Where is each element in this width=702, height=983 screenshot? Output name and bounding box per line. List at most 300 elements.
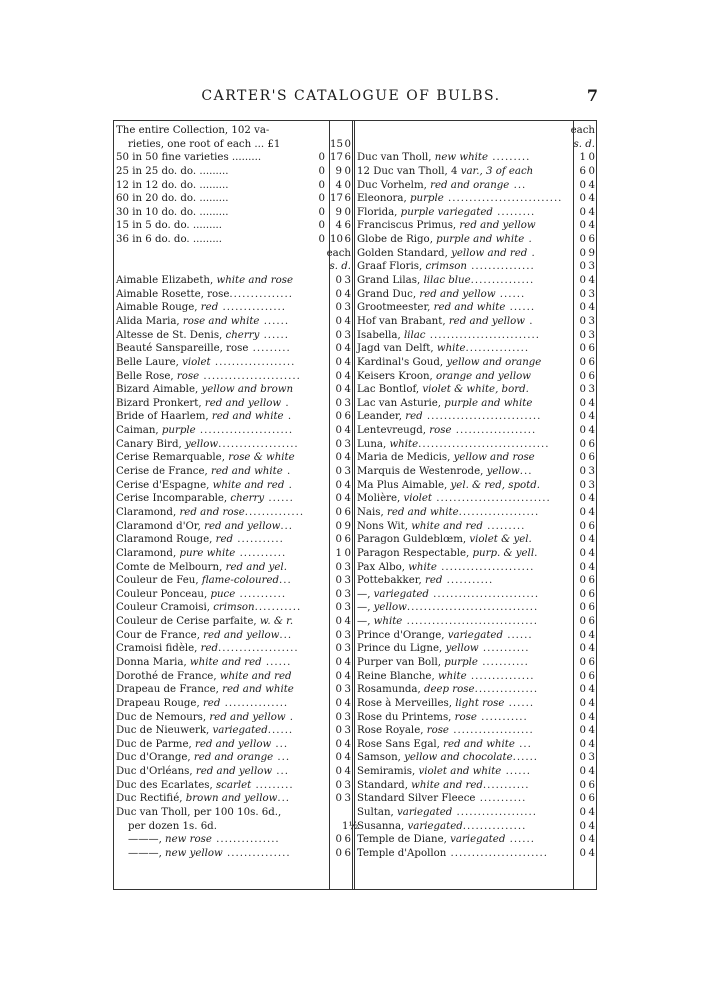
price-shillings: 0 — [579, 847, 586, 859]
variety-colour: new white — [434, 152, 489, 164]
leader-dots: ...... — [264, 493, 294, 505]
price-shillings: 0 — [579, 247, 586, 259]
variety-name: Grand Duc, — [357, 288, 420, 300]
leader-dots: ... — [273, 752, 291, 764]
list-item — [355, 260, 596, 274]
list-item — [114, 820, 359, 834]
variety-name: Drapeau de France, — [116, 684, 223, 696]
spacer — [114, 260, 327, 274]
price-shillings: 0 — [335, 343, 342, 355]
leader-dots: ............... — [220, 697, 289, 709]
list-item — [114, 588, 352, 602]
unit-sd: s. d. — [329, 261, 351, 273]
leader-dots: ............................... — [402, 616, 538, 628]
variety-name: Temple de Diane, — [357, 834, 451, 846]
list-item — [355, 629, 596, 643]
item-name — [114, 329, 327, 343]
list-item — [355, 588, 596, 602]
collection-label: 15 in 5 do. do. ......... — [116, 220, 223, 232]
leader-dots: ...... — [505, 834, 536, 846]
price-cell — [327, 656, 352, 670]
leader-dots: ........... — [478, 643, 530, 655]
price-cell — [571, 533, 596, 547]
price-shillings: 0 — [335, 629, 342, 641]
list-item — [114, 424, 352, 438]
price-shillings: 0 — [335, 452, 342, 464]
item-name — [355, 820, 571, 834]
price-pence: 6 — [344, 152, 351, 164]
price-shillings: 9 — [335, 165, 342, 177]
variety-name: —, — [357, 588, 374, 600]
item-name — [114, 833, 327, 847]
price-cell — [327, 765, 352, 779]
price-shillings: 0 — [579, 261, 586, 273]
variety-colour: yellow — [184, 438, 219, 450]
leader-dots: ...... — [495, 288, 526, 300]
leader-dots: . — [284, 479, 293, 491]
price-cell — [571, 274, 596, 288]
variety-colour: red and yellow — [448, 315, 526, 327]
item-name — [114, 765, 327, 779]
item-name — [355, 397, 571, 411]
price-cell — [327, 574, 352, 588]
price-pence: 4 — [344, 616, 351, 628]
item-name — [114, 533, 327, 547]
variety-name: Bizard Pronkert, — [116, 397, 205, 409]
unit-header-sd — [355, 138, 596, 152]
price-shillings: 0 — [335, 315, 342, 327]
price-pence: 6 — [588, 670, 595, 682]
price-shillings: 4 — [335, 179, 342, 191]
variety-colour: white — [436, 343, 466, 355]
variety-name: Kardinal's Goud, — [357, 356, 447, 368]
leader-dots: ........... — [442, 575, 494, 587]
price-cell — [571, 588, 596, 602]
price-cell — [327, 288, 352, 302]
price-shillings: 0 — [579, 288, 586, 300]
leader-dots: ... — [272, 766, 290, 778]
price-shillings: 0 — [335, 779, 342, 791]
price-cell — [327, 779, 352, 793]
variety-colour: red and white — [386, 506, 459, 518]
item-name — [114, 370, 327, 384]
price-shillings: 0 — [335, 438, 342, 450]
variety-colour: red — [200, 643, 219, 655]
price-shillings: 0 — [335, 670, 342, 682]
price-pence: 3 — [344, 725, 351, 737]
variety-name: Lentevreugd, — [357, 425, 430, 437]
list-item — [114, 697, 352, 711]
price-shillings: 0 — [579, 534, 586, 546]
variety-colour: variegated — [407, 820, 463, 832]
price-cell — [571, 479, 596, 493]
variety-name: Duc de Nemours, — [116, 711, 210, 723]
list-item — [355, 206, 596, 220]
price-shillings: 0 — [579, 506, 586, 518]
price-cell — [571, 370, 596, 384]
price-cell — [327, 547, 352, 561]
price-shillings: 0 — [335, 752, 342, 764]
price-shillings: 0 — [579, 588, 586, 600]
price-cell — [327, 670, 352, 684]
item-name — [355, 492, 571, 506]
price-shillings: 0 — [579, 343, 586, 355]
variety-name: Franciscus Primus, — [357, 220, 460, 232]
variety-name: Alida Maria, — [116, 315, 183, 327]
price-shillings: 0 — [335, 356, 342, 368]
collection-label: 60 in 20 do. do. ......... — [116, 193, 229, 205]
variety-name: Eleonora, — [357, 193, 410, 205]
price-shillings: 0 — [335, 847, 342, 859]
list-item — [114, 533, 352, 547]
price-pence: 0 — [344, 179, 351, 191]
page-number: 7 — [586, 86, 598, 105]
price-cell — [571, 247, 596, 261]
price-shillings: 0 — [579, 493, 586, 505]
variety-colour: red and orange — [193, 752, 274, 764]
leader-dots: ............... — [229, 288, 293, 300]
list-item — [355, 547, 596, 561]
leader-dots: ........... — [475, 793, 527, 805]
price-cell — [327, 465, 352, 479]
list-item — [114, 683, 352, 697]
price-pence: 6 — [344, 534, 351, 546]
price-pence: 6 — [588, 575, 595, 587]
variety-colour: purp. & yell. — [472, 547, 538, 559]
price-pence: 4 — [588, 834, 595, 846]
price-pence: 3 — [344, 793, 351, 805]
variety-name: Belle Laure, — [116, 356, 183, 368]
item-name — [114, 738, 327, 752]
price-cell — [327, 301, 352, 315]
list-item — [355, 342, 596, 356]
price-cell — [327, 561, 352, 575]
item-name — [355, 179, 571, 193]
price-cell — [571, 506, 596, 520]
price-shillings: 0 — [579, 779, 586, 791]
price-cell — [327, 833, 352, 847]
variety-colour: variegated — [212, 725, 268, 737]
price-cell — [327, 792, 352, 806]
leader-dots: ........................... — [432, 493, 551, 505]
price-pence: 6 — [344, 193, 351, 205]
price-pence: 4 — [588, 547, 595, 559]
variety-name: Rosamunda, — [357, 684, 424, 696]
price-cell — [571, 397, 596, 411]
variety-colour: red and yel. — [225, 561, 287, 573]
list-item — [114, 670, 352, 684]
price-cell — [327, 438, 352, 452]
leader-dots: ... — [509, 179, 527, 191]
price-shillings: 0 — [335, 711, 342, 723]
item-name — [114, 697, 327, 711]
price-cell — [327, 397, 352, 411]
price-shillings: 0 — [579, 766, 586, 778]
item-name — [355, 274, 571, 288]
collection-row — [114, 192, 352, 206]
item-name — [114, 547, 327, 561]
item-name — [114, 342, 327, 356]
collection-row — [114, 219, 352, 233]
item-name — [355, 574, 571, 588]
price-pence: 4 — [344, 697, 351, 709]
price-pence: 4 — [588, 711, 595, 723]
variety-colour: white and red — [411, 520, 483, 532]
leader-dots: ................... — [458, 506, 540, 518]
variety-colour: lilac blue — [423, 275, 471, 287]
price-cell — [571, 792, 596, 806]
price-pence: 6 — [344, 834, 351, 846]
price-pence: 3 — [344, 302, 351, 314]
variety-colour: white — [373, 616, 403, 628]
variety-name: Isabella, — [357, 329, 404, 341]
leader-dots: ... — [279, 629, 293, 641]
price-shillings: 0 — [579, 656, 586, 668]
variety-name: Pottebakker, — [357, 575, 425, 587]
leader-dots: ........... — [254, 602, 302, 614]
list-item — [114, 711, 352, 725]
price-pence: 4 — [588, 206, 595, 218]
price-pence: 3 — [588, 752, 595, 764]
item-name — [114, 711, 327, 725]
leader-dots: ............... — [222, 847, 291, 859]
price-shillings: 0 — [335, 793, 342, 805]
price-shillings: 0 — [579, 315, 586, 327]
price-cell — [327, 615, 352, 629]
list-item — [355, 779, 596, 793]
price-shillings: 0 — [579, 616, 586, 628]
item-name — [114, 520, 327, 534]
price-shillings: 9 — [335, 206, 342, 218]
variety-colour: orange and yellow — [436, 370, 531, 382]
variety-colour: lilac — [403, 329, 426, 341]
item-name — [114, 424, 327, 438]
list-item — [114, 506, 352, 520]
price-cell — [571, 179, 596, 193]
list-item — [355, 847, 596, 861]
price-shillings: 1 — [579, 152, 586, 164]
variety-colour: rose — [454, 711, 477, 723]
list-item — [355, 233, 596, 247]
list-item — [355, 410, 596, 424]
variety-name: Duc des Ecarlates, — [116, 779, 216, 791]
price-pence: 6 — [588, 779, 595, 791]
price-shillings: 6 — [579, 165, 586, 177]
price-cell — [571, 465, 596, 479]
variety-colour: white — [408, 561, 437, 573]
list-item — [114, 779, 352, 793]
leader-dots: ............... — [465, 343, 530, 355]
price-cell — [327, 642, 352, 656]
collection-row — [114, 206, 352, 220]
list-item — [114, 724, 352, 738]
item-name — [355, 315, 571, 329]
list-item — [355, 479, 596, 493]
price-pence: 6 — [344, 847, 351, 859]
list-item — [355, 520, 596, 534]
leader-dots: ........... — [477, 656, 529, 668]
price-cell — [571, 574, 596, 588]
price-shillings: 0 — [579, 602, 586, 614]
item-name — [355, 765, 571, 779]
price-pence: 6 — [344, 220, 351, 232]
variety-colour: red — [200, 302, 219, 314]
price-shillings: 0 — [335, 588, 342, 600]
variety-name: Luna, — [357, 438, 390, 450]
price-pence: 3 — [344, 438, 351, 450]
item-name — [114, 574, 327, 588]
variety-name: Duc Rectifié, — [116, 793, 186, 805]
variety-colour: yel. & red, spotd. — [450, 479, 540, 491]
item-name — [355, 260, 571, 274]
variety-name: Caiman, — [116, 425, 162, 437]
item-name — [114, 588, 327, 602]
price-pence: 4 — [344, 766, 351, 778]
price-pence: 4 — [588, 697, 595, 709]
leader-dots: ................... — [451, 425, 537, 437]
price-cell — [327, 124, 352, 138]
price-pence: 4 — [344, 493, 351, 505]
price-shillings: 10 — [330, 234, 343, 246]
variety-colour: variegated — [373, 588, 429, 600]
price-cell — [327, 738, 352, 752]
variety-name: Duc Vorhelm, — [357, 179, 431, 191]
item-name — [355, 506, 571, 520]
leader-dots: ...................... — [436, 561, 535, 573]
price-cell — [571, 697, 596, 711]
price-shillings: 0 — [335, 766, 342, 778]
variety-name: ———, — [128, 834, 166, 846]
price-shillings — [330, 820, 342, 834]
price-shillings: 0 — [579, 520, 586, 532]
price-cell — [571, 765, 596, 779]
leader-dots: ...................... — [195, 425, 294, 437]
variety-name: Rose Sans Egal, — [357, 738, 444, 750]
leader-dots: ............... — [466, 261, 535, 273]
variety-colour: violet & white, bord. — [422, 384, 529, 396]
variety-colour: red and white — [222, 684, 294, 696]
price-cell — [571, 520, 596, 534]
price-pence: 3 — [344, 602, 351, 614]
leader-dots: ........... — [233, 534, 284, 546]
price-cell — [571, 670, 596, 684]
list-item — [355, 724, 596, 738]
variety-name: Canary Bird, — [116, 438, 185, 450]
collection-pounds: 0 — [318, 220, 325, 232]
leader-dots: . — [281, 397, 290, 409]
variety-name: Globe de Rigo, — [357, 234, 437, 246]
variety-colour: purple — [161, 425, 196, 437]
page-header — [0, 88, 702, 108]
price-pence: 9 — [588, 247, 595, 259]
list-item — [355, 438, 596, 452]
price-pence: 4 — [344, 425, 351, 437]
price-pence: 4 — [588, 629, 595, 641]
price-shillings: 0 — [335, 493, 342, 505]
price-cell — [571, 751, 596, 765]
collection-row — [114, 151, 352, 165]
variety-name: —, — [357, 616, 374, 628]
price-cell — [327, 751, 352, 765]
price-pence: 6 — [588, 520, 595, 532]
price-cell — [571, 601, 596, 615]
variety-colour: yellow and chocolate — [404, 752, 513, 764]
list-item — [114, 792, 352, 806]
price-shillings: 0 — [335, 643, 342, 655]
price-pence — [342, 806, 351, 820]
price-cell — [571, 820, 596, 834]
list-item — [114, 329, 352, 343]
price-pence: 4 — [588, 807, 595, 819]
variety-name: Duc de Parme, — [116, 738, 195, 750]
price-cell — [327, 697, 352, 711]
leader-dots: ............... — [466, 670, 535, 682]
list-item — [114, 315, 352, 329]
leader-dots: ......... — [482, 520, 526, 532]
price-shillings: 0 — [335, 384, 342, 396]
price-cell — [327, 520, 352, 534]
list-item — [355, 561, 596, 575]
variety-name: Standard Silver Fleece — [357, 793, 476, 805]
price-pence: 4 — [588, 725, 595, 737]
item-name — [355, 206, 571, 220]
price-pence: 3 — [344, 275, 351, 287]
price-shillings: 0 — [579, 738, 586, 750]
item-name — [114, 383, 327, 397]
item-name — [114, 847, 327, 861]
price-shillings: 0 — [579, 575, 586, 587]
leader-dots: ......... — [251, 779, 294, 791]
price-shillings: 4 — [335, 220, 342, 232]
unit-cell — [327, 247, 352, 261]
leader-dots: . — [283, 411, 293, 423]
leader-dots: ......................... — [428, 588, 540, 600]
variety-name: Cour de France, — [116, 629, 204, 641]
price-cell — [327, 451, 352, 465]
item-name — [355, 247, 571, 261]
variety-colour: var., 3 of each — [460, 165, 534, 177]
catalogue-table — [113, 120, 597, 890]
variety-name: Lac van Asturie, — [357, 397, 445, 409]
item-name — [355, 656, 571, 670]
price-cell — [571, 315, 596, 329]
price-cell — [571, 288, 596, 302]
variety-colour: red and yellow — [209, 711, 286, 723]
variety-colour: yellow and orange — [446, 356, 542, 368]
price-cell — [571, 219, 596, 233]
leader-dots: ............... — [470, 275, 535, 287]
running-title: CARTER'S CATALOGUE OF BULBS. — [201, 88, 501, 104]
item-name — [114, 315, 327, 329]
variety-colour: purple — [409, 193, 444, 205]
list-item — [355, 329, 596, 343]
leader-dots: . — [524, 234, 533, 246]
price-shillings: 1 — [335, 547, 342, 559]
variety-name: Semiramis, — [357, 766, 419, 778]
price-cell — [327, 138, 352, 152]
variety-name: Cerise d'Espagne, — [116, 479, 213, 491]
list-item — [355, 492, 596, 506]
variety-name: Aimable Rosette, rose — [116, 288, 230, 300]
item-name — [114, 806, 327, 820]
price-cell — [327, 206, 352, 220]
price-cell — [327, 629, 352, 643]
price-cell — [327, 506, 352, 520]
price-cell — [327, 329, 352, 343]
variety-colour: yellow — [486, 466, 520, 478]
price-pence — [342, 124, 351, 138]
variety-colour: red and white — [211, 466, 283, 478]
